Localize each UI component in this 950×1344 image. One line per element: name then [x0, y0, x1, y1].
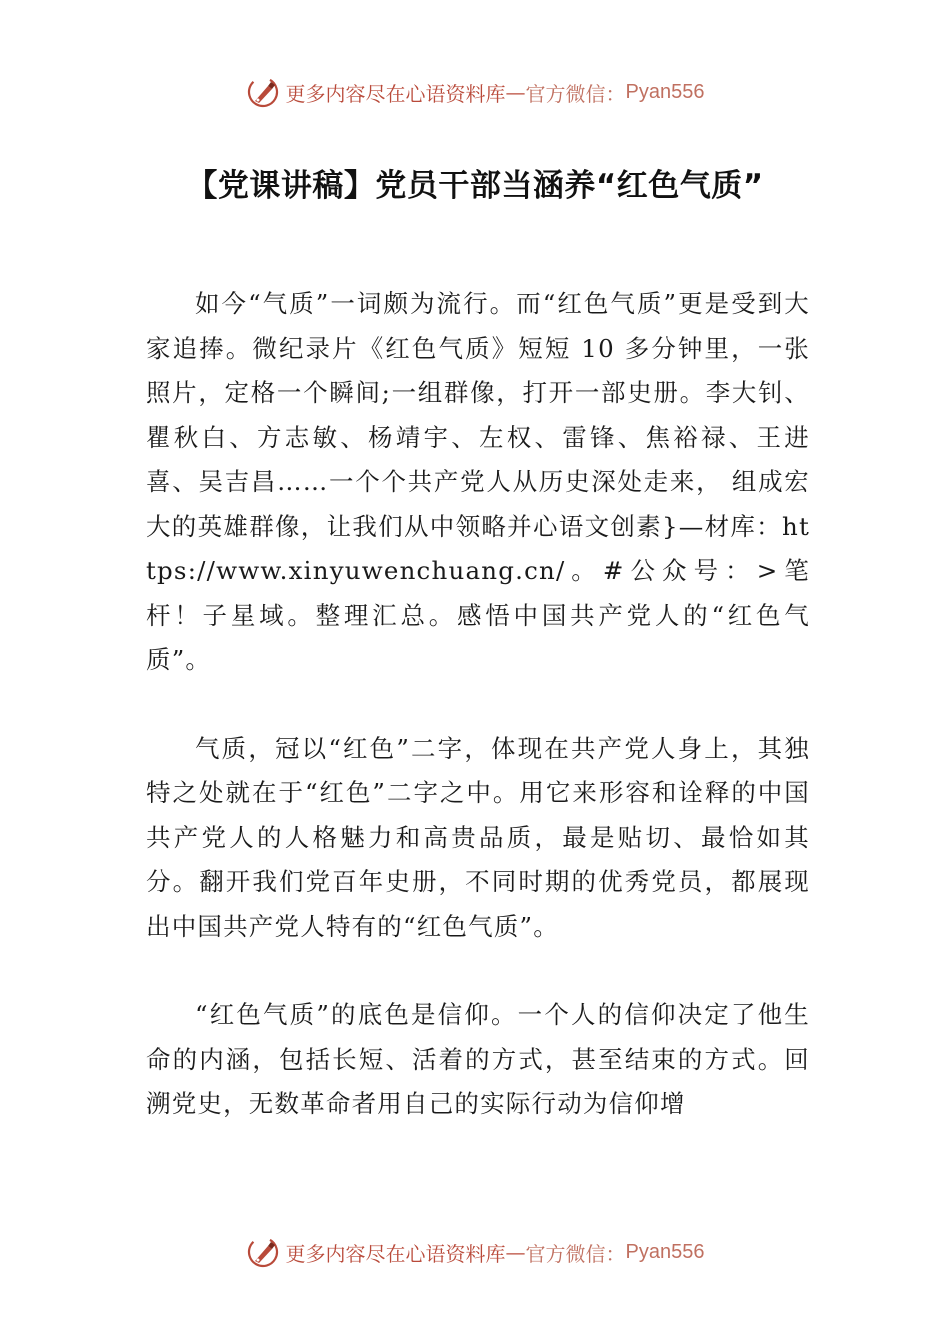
- footer-dash: —: [505, 1240, 526, 1264]
- paragraph-2: 气质，冠以“红色”二字，体现在共产党人身上，其独特之处就在于“红色”二字之中。用它来形容和诠释的中国共产党人的人格魅力和高贵品质，最是贴切、最恰如其分。翻开我们党百年史册，不同时期的优秀党员，都展现出中国共产党人特有的“红色气质”。: [146, 733, 810, 941]
- footer-wechat-label: 官方微信：: [525, 1241, 626, 1266]
- paragraph-1: 如今“气质”一词颇为流行。而“红色气质”更是受到大家追捧。微纪录片《红色气质》短短 10 多分钟里，一张照片，定格一个瞬间;一组群像，打开一部史册。李大钊、瞿秋白、方志敏、杨靖宇、左权、雷锋、焦裕禄、王进喜、吴吉昌……一个个共产党人从历史深处走来， 组成宏大的英雄群像，让我们从中领略并心语文创素}—材库：https://www.xinyuwenchuang.cn/。#公众号：>笔杆！子星域。整理汇总。感悟中国共产党人的“红色气质”。: [146, 289, 810, 674]
- banner-main-text: 更多内容尽在心语资料库: [285, 81, 506, 106]
- paragraph-3: “红色气质”的底色是信仰。一个人的信仰决定了他生命的内涵，包括长短、活着的方式，甚至结束的方式。回溯党史，无数革命者用自己的实际行动为信仰增: [146, 1000, 810, 1118]
- header-banner: [0, 72, 950, 112]
- footer-banner: [0, 1232, 950, 1272]
- document-title: 【党课讲稿】党员干部当涵养“红色气质”: [186, 168, 764, 204]
- pen-nib-logo-icon: [246, 75, 280, 109]
- pen-nib-logo-icon: [246, 1235, 280, 1269]
- banner-wechat-id: Pyan556: [625, 80, 705, 103]
- document-body: [146, 282, 810, 1171]
- footer-main-text: 更多内容尽在心语资料库: [285, 1241, 506, 1266]
- banner-wechat-label: 官方微信：: [525, 81, 626, 106]
- footer-wechat-id: Pyan556: [625, 1240, 705, 1263]
- banner-dash: —: [505, 80, 526, 104]
